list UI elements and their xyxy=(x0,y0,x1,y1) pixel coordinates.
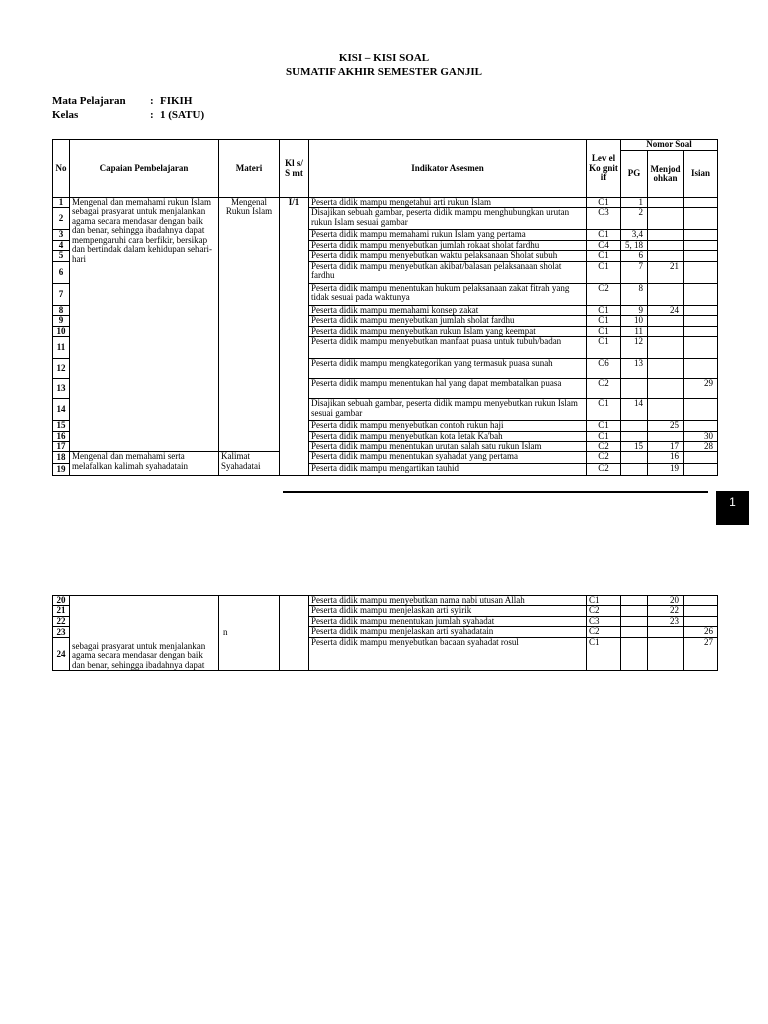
kelas-semester xyxy=(280,596,309,671)
indikator-asesmen: Peserta didik mampu menyebutkan manfaat puasa untuk tubuh/badan xyxy=(309,337,587,359)
nomor-isian xyxy=(684,359,718,379)
nomor-pg xyxy=(621,464,648,476)
materi: n xyxy=(219,596,280,671)
nomor-isian xyxy=(684,283,718,305)
kisi-kisi-table-continued xyxy=(52,595,718,671)
indikator-asesmen: Peserta didik mampu menyebutkan waktu pelaksanaan Sholat subuh xyxy=(309,251,587,261)
level-kognitif: C4 xyxy=(587,240,621,250)
level-kognitif: C1 xyxy=(587,316,621,326)
nomor-pg xyxy=(621,452,648,464)
indikator-asesmen: Peserta didik mampu menyebutkan bacaan syahadat rosul xyxy=(309,638,587,671)
header-menjodohkan: Menjod ohkan xyxy=(648,151,684,198)
nomor-menjodohkan: 24 xyxy=(648,305,684,315)
nomor-pg: 11 xyxy=(621,326,648,336)
nomor-menjodohkan: 21 xyxy=(648,261,684,283)
kelas-semester: I/1 xyxy=(280,198,309,476)
level-kognitif: C1 xyxy=(587,230,621,240)
indikator-asesmen: Peserta didik mampu menyebutkan jumlah rokaat sholat fardhu xyxy=(309,240,587,250)
indikator-asesmen: Peserta didik mampu menyebutkan contoh rukun haji xyxy=(309,421,587,431)
nomor-isian xyxy=(684,464,718,476)
table-row xyxy=(53,198,718,208)
indikator-asesmen: Disajikan sebuah gambar, peserta didik mampu menyebutkan rukun Islam sesuai gambar xyxy=(309,399,587,421)
row-number: 9 xyxy=(53,316,70,326)
nomor-isian: 28 xyxy=(684,441,718,451)
nomor-menjodohkan xyxy=(648,198,684,208)
meta-kelas xyxy=(52,109,204,121)
meta-value: 1 (SATU) xyxy=(160,109,205,121)
indikator-asesmen: Disajikan sebuah gambar, peserta didik mampu menghubungkan urutan rukun Islam sesuai gambar xyxy=(309,208,587,230)
meta-label: Mata Pelajaran xyxy=(52,95,126,107)
nomor-menjodohkan xyxy=(648,431,684,441)
nomor-menjodohkan xyxy=(648,359,684,379)
table-body xyxy=(53,198,718,476)
nomor-isian xyxy=(684,208,718,230)
level-kognitif: C2 xyxy=(587,441,621,451)
row-number: 18 xyxy=(53,452,70,464)
nomor-menjodohkan: 23 xyxy=(648,616,684,626)
nomor-isian xyxy=(684,251,718,261)
indikator-asesmen: Peserta didik mampu mengartikan tauhid xyxy=(309,464,587,476)
nomor-isian xyxy=(684,452,718,464)
indikator-asesmen: Peserta didik mampu menyebutkan nama nabi utusan Allah xyxy=(309,596,587,606)
nomor-menjodohkan xyxy=(648,379,684,399)
indikator-asesmen: Peserta didik mampu menjelaskan arti syahadatain xyxy=(309,627,587,638)
nomor-pg: 15 xyxy=(621,441,648,451)
nomor-pg: 8 xyxy=(621,283,648,305)
indikator-asesmen: Peserta didik mampu mengkategorikan yang termasuk puasa sunah xyxy=(309,359,587,379)
nomor-isian xyxy=(684,606,718,616)
nomor-menjodohkan xyxy=(648,326,684,336)
nomor-isian xyxy=(684,198,718,208)
nomor-pg: 6 xyxy=(621,251,648,261)
capaian-pembelajaran: Mengenal dan memahami serta melafalkan kalimah syahadatain xyxy=(70,452,219,476)
indikator-asesmen: Peserta didik mampu menyebutkan kota letak Ka'bah xyxy=(309,431,587,441)
indikator-asesmen: Peserta didik mampu menjelaskan arti syirik xyxy=(309,606,587,616)
materi: Mengenal Rukun Islam xyxy=(219,198,280,452)
indikator-asesmen: Peserta didik mampu memahami rukun Islam yang pertama xyxy=(309,230,587,240)
row-number: 23 xyxy=(53,627,70,638)
indikator-asesmen: Peserta didik mampu menentukan urutan salah satu rukun Islam xyxy=(309,441,587,451)
section-divider xyxy=(283,491,708,493)
nomor-isian xyxy=(684,399,718,421)
indikator-asesmen: Peserta didik mampu menentukan hukum pelaksanaan zakat fitrah yang tidak sesuai pada waktunya xyxy=(309,283,587,305)
document-subtitle: SUMATIF AKHIR SEMESTER GANJIL xyxy=(286,66,482,78)
nomor-isian xyxy=(684,261,718,283)
nomor-pg: 2 xyxy=(621,208,648,230)
level-kognitif: C2 xyxy=(587,464,621,476)
row-number: 8 xyxy=(53,305,70,315)
nomor-isian: 27 xyxy=(684,638,718,671)
nomor-pg: 10 xyxy=(621,316,648,326)
row-number: 16 xyxy=(53,431,70,441)
row-number: 13 xyxy=(53,379,70,399)
nomor-pg: 1 xyxy=(621,198,648,208)
nomor-menjodohkan: 17 xyxy=(648,441,684,451)
level-kognitif: C1 xyxy=(587,326,621,336)
nomor-pg xyxy=(621,431,648,441)
nomor-isian xyxy=(684,305,718,315)
level-kognitif: C1 xyxy=(587,337,621,359)
indikator-asesmen: Peserta didik mampu menentukan jumlah syahadat xyxy=(309,616,587,626)
row-number: 5 xyxy=(53,251,70,261)
nomor-pg xyxy=(621,616,648,626)
materi: Kalimat Syahadatai xyxy=(219,452,280,476)
nomor-menjodohkan xyxy=(648,251,684,261)
meta-colon: : xyxy=(150,95,154,107)
meta-mata-pelajaran xyxy=(52,95,192,107)
nomor-pg: 7 xyxy=(621,261,648,283)
table-row xyxy=(53,596,718,606)
nomor-isian xyxy=(684,326,718,336)
level-kognitif: C1 xyxy=(587,305,621,315)
level-kognitif: C3 xyxy=(587,208,621,230)
nomor-pg xyxy=(621,638,648,671)
row-number: 4 xyxy=(53,240,70,250)
nomor-menjodohkan: 16 xyxy=(648,452,684,464)
nomor-isian xyxy=(684,316,718,326)
header-level: Lev el Ko gnit if xyxy=(587,140,621,198)
indikator-asesmen: Peserta didik mampu menyebutkan akibat/balasan pelaksanaan sholat fardhu xyxy=(309,261,587,283)
nomor-pg xyxy=(621,596,648,606)
nomor-isian xyxy=(684,596,718,606)
header-nomor-soal: Nomor Soal xyxy=(621,140,718,151)
nomor-pg xyxy=(621,606,648,616)
level-kognitif: C1 xyxy=(587,399,621,421)
header-pg: PG xyxy=(621,151,648,198)
row-number: 2 xyxy=(53,208,70,230)
nomor-menjodohkan xyxy=(648,230,684,240)
document-title: KISI – KISI SOAL xyxy=(338,52,430,64)
nomor-isian xyxy=(684,337,718,359)
nomor-isian: 26 xyxy=(684,627,718,638)
nomor-pg xyxy=(621,421,648,431)
level-kognitif: C2 xyxy=(587,452,621,464)
nomor-menjodohkan: 20 xyxy=(648,596,684,606)
page-number-badge: 1 xyxy=(716,491,749,525)
indikator-asesmen: Peserta didik mampu menyebutkan rukun Islam yang keempat xyxy=(309,326,587,336)
nomor-pg: 9 xyxy=(621,305,648,315)
nomor-menjodohkan: 25 xyxy=(648,421,684,431)
row-number: 12 xyxy=(53,359,70,379)
table-header xyxy=(53,140,718,198)
level-kognitif: C2 xyxy=(587,627,621,638)
nomor-menjodohkan xyxy=(648,638,684,671)
row-number: 20 xyxy=(53,596,70,606)
indikator-asesmen: Peserta didik mampu memahami konsep zakat xyxy=(309,305,587,315)
row-number: 24 xyxy=(53,638,70,671)
meta-colon: : xyxy=(150,109,154,121)
header-isian: Isian xyxy=(684,151,718,198)
level-kognitif: C1 xyxy=(587,251,621,261)
nomor-isian xyxy=(684,616,718,626)
nomor-pg xyxy=(621,627,648,638)
capaian-pembelajaran: Mengenal dan memahami rukun Islam sebagai prasyarat untuk menjalankan agama secara mendasar dengan baik dan benar, sehingga ibadahnya dapat mempengaruhi cara berfikir, bersikap dan bertindak dalam kehidupan sehari-hari xyxy=(70,198,219,452)
level-kognitif: C2 xyxy=(587,379,621,399)
level-kognitif: C1 xyxy=(587,638,621,671)
indikator-asesmen: Peserta didik mampu menentukan hal yang dapat membatalkan puasa xyxy=(309,379,587,399)
table-row xyxy=(53,452,718,464)
row-number: 10 xyxy=(53,326,70,336)
row-number: 1 xyxy=(53,198,70,208)
row-number: 14 xyxy=(53,399,70,421)
meta-label: Kelas xyxy=(52,109,79,121)
level-kognitif: C1 xyxy=(587,431,621,441)
level-kognitif: C1 xyxy=(587,421,621,431)
indikator-asesmen: Peserta didik mampu menentukan syahadat yang pertama xyxy=(309,452,587,464)
indikator-asesmen: Peserta didik mampu mengetahui arti rukun Islam xyxy=(309,198,587,208)
nomor-menjodohkan xyxy=(648,627,684,638)
capaian-pembelajaran: sebagai prasyarat untuk menjalankan agama secara mendasar dengan baik dan benar, sehingga ibadahnya dapat xyxy=(70,596,219,671)
header-no: No xyxy=(53,140,70,198)
level-kognitif: C2 xyxy=(587,283,621,305)
nomor-pg: 5, 18 xyxy=(621,240,648,250)
level-kognitif: C1 xyxy=(587,198,621,208)
level-kognitif: C2 xyxy=(587,606,621,616)
header-materi: Materi xyxy=(219,140,280,198)
nomor-isian: 29 xyxy=(684,379,718,399)
nomor-isian: 30 xyxy=(684,431,718,441)
nomor-isian xyxy=(684,230,718,240)
level-kognitif: C1 xyxy=(587,261,621,283)
row-number: 15 xyxy=(53,421,70,431)
row-number: 7 xyxy=(53,283,70,305)
nomor-menjodohkan xyxy=(648,283,684,305)
nomor-pg: 3,4 xyxy=(621,230,648,240)
row-number: 19 xyxy=(53,464,70,476)
meta-value: FIKIH xyxy=(160,95,193,107)
nomor-isian xyxy=(684,421,718,431)
row-number: 17 xyxy=(53,441,70,451)
level-kognitif: C3 xyxy=(587,616,621,626)
level-kognitif: C1 xyxy=(587,596,621,606)
nomor-isian xyxy=(684,240,718,250)
row-number: 11 xyxy=(53,337,70,359)
nomor-menjodohkan xyxy=(648,337,684,359)
level-kognitif: C6 xyxy=(587,359,621,379)
indikator-asesmen: Peserta didik mampu menyebutkan jumlah sholat fardhu xyxy=(309,316,587,326)
table-body-continued xyxy=(53,596,718,671)
nomor-pg xyxy=(621,379,648,399)
row-number: 21 xyxy=(53,606,70,616)
header-indikator: Indikator Asesmen xyxy=(309,140,587,198)
nomor-menjodohkan: 19 xyxy=(648,464,684,476)
nomor-pg: 14 xyxy=(621,399,648,421)
nomor-pg: 12 xyxy=(621,337,648,359)
nomor-menjodohkan xyxy=(648,208,684,230)
nomor-menjodohkan xyxy=(648,399,684,421)
row-number: 22 xyxy=(53,616,70,626)
header-capaian: Capaian Pembelajaran xyxy=(70,140,219,198)
header-kls: Kl s/ S mt xyxy=(280,140,309,198)
kisi-kisi-table xyxy=(52,139,718,476)
nomor-menjodohkan xyxy=(648,240,684,250)
nomor-menjodohkan: 22 xyxy=(648,606,684,616)
row-number: 3 xyxy=(53,230,70,240)
nomor-pg: 13 xyxy=(621,359,648,379)
row-number: 6 xyxy=(53,261,70,283)
nomor-menjodohkan xyxy=(648,316,684,326)
